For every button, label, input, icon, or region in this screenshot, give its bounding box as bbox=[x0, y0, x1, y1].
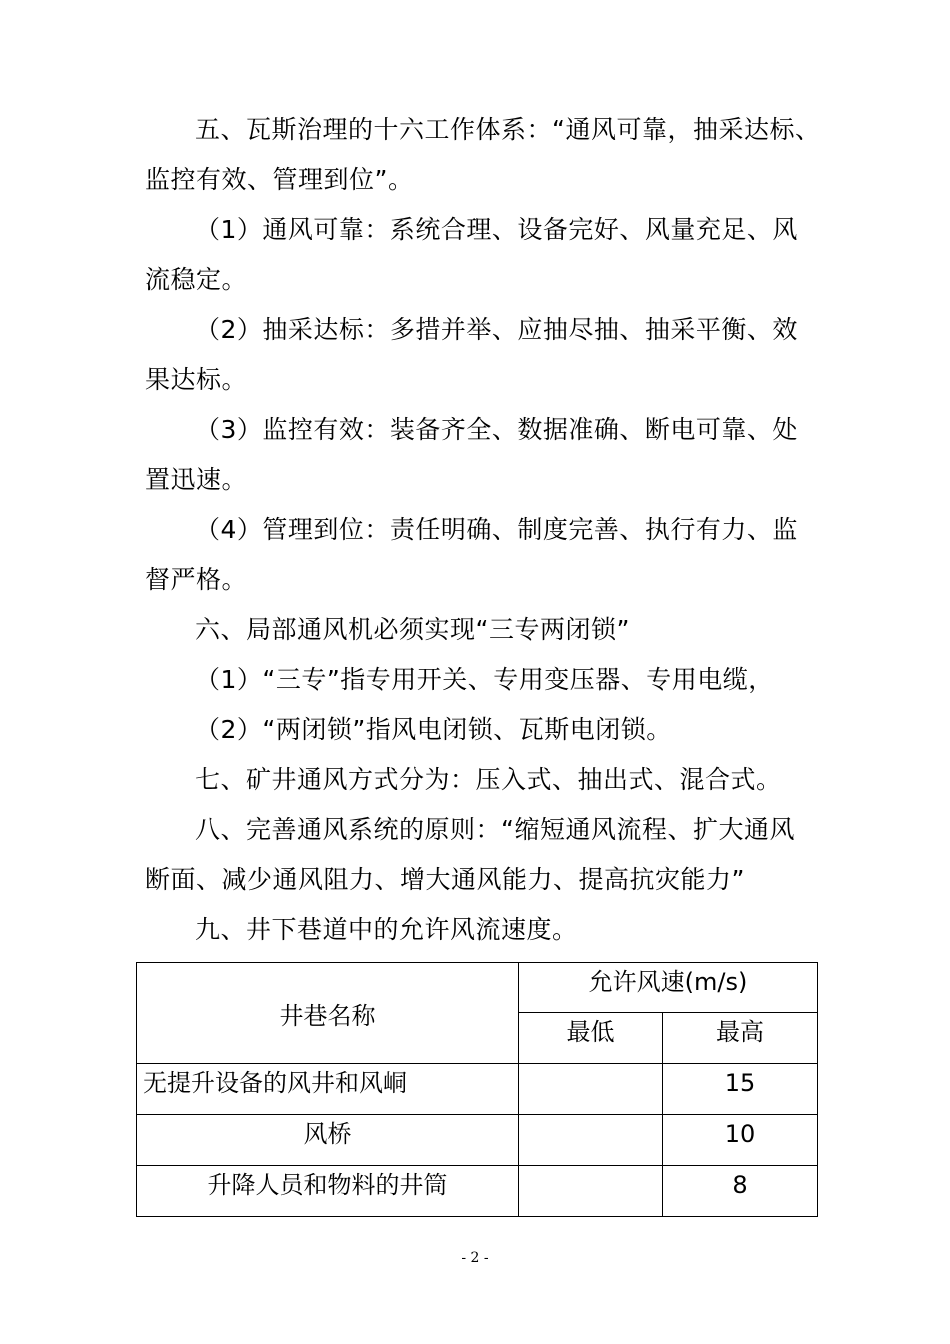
paragraph-8-line-2: 断面、减少通风阻力、增大通风能力、提高抗灾能力” bbox=[145, 865, 745, 894]
table-header-name bbox=[137, 963, 519, 1064]
table-cell-name bbox=[137, 1064, 519, 1115]
item-2-line-2: 果达标。 bbox=[145, 365, 248, 394]
item-1-line-2: 流稳定。 bbox=[145, 265, 248, 294]
table-header-speed bbox=[519, 963, 818, 1013]
item-1-line-1: （1）通风可靠：系统合理、设备完好、风量充足、风 bbox=[195, 215, 798, 244]
wind-speed-table bbox=[136, 962, 818, 1217]
item-3-line-1: （3）监控有效：装备齐全、数据准确、断电可靠、处 bbox=[195, 415, 798, 444]
table-header-min bbox=[519, 1013, 663, 1064]
table-cell-max bbox=[663, 1115, 818, 1166]
table-cell-min-text bbox=[519, 1064, 662, 1068]
table-cell-name bbox=[137, 1115, 519, 1166]
table-cell-max bbox=[663, 1064, 818, 1115]
item-3-line-2: 置迅速。 bbox=[145, 465, 248, 494]
paragraph-6: 六、局部通风机必须实现“三专两闭锁” bbox=[195, 615, 630, 644]
item-4-line-2: 督严格。 bbox=[145, 565, 248, 594]
table-header-max bbox=[663, 1013, 818, 1064]
table-cell-name bbox=[137, 1166, 519, 1217]
paragraph-8-line-1: 八、完善通风系统的原则：“缩短通风流程、扩大通风 bbox=[195, 815, 795, 844]
page-number: - 2 - bbox=[461, 1250, 489, 1266]
paragraph-5-line-1: 五、瓦斯治理的十六工作体系：“通风可靠，抽采达标、 bbox=[195, 115, 821, 144]
table-cell-max-text: 15 bbox=[724, 1069, 756, 1097]
table-cell-name-text: 风桥 bbox=[303, 1120, 352, 1148]
table-row bbox=[137, 1166, 818, 1217]
table-cell-min-text bbox=[519, 1166, 662, 1170]
paragraph-6-item-1: （1）“三专”指专用开关、专用变压器、专用电缆， bbox=[195, 665, 774, 694]
item-2-line-1: （2）抽采达标：多措并举、应抽尽抽、抽采平衡、效 bbox=[195, 315, 798, 344]
table-row bbox=[137, 1115, 818, 1166]
paragraph-6-item-2: （2）“两闭锁”指风电闭锁、瓦斯电闭锁。 bbox=[195, 715, 672, 744]
table-header-speed-text: 允许风速(m/s) bbox=[588, 968, 748, 996]
table-cell-min-text bbox=[519, 1115, 662, 1119]
table-cell-min bbox=[519, 1166, 663, 1217]
item-4-line-1: （4）管理到位：责任明确、制度完善、执行有力、监 bbox=[195, 515, 798, 544]
table-row bbox=[137, 1064, 818, 1115]
paragraph-9: 九、井下巷道中的允许风流速度。 bbox=[195, 915, 578, 944]
paragraph-7: 七、矿井通风方式分为：压入式、抽出式、混合式。 bbox=[195, 765, 782, 794]
table-cell-name-text: 无提升设备的风井和风峒 bbox=[143, 1069, 407, 1097]
table-cell-min bbox=[519, 1115, 663, 1166]
table-header-min-text: 最低 bbox=[566, 1018, 615, 1046]
table-header-name-text: 井巷名称 bbox=[279, 1001, 376, 1030]
table-cell-max bbox=[663, 1166, 818, 1217]
table-cell-name-text: 升降人员和物料的井筒 bbox=[207, 1171, 448, 1199]
table-header-max-text: 最高 bbox=[716, 1018, 764, 1046]
table-cell-min bbox=[519, 1064, 663, 1115]
paragraph-5-line-2: 监控有效、管理到位”。 bbox=[145, 165, 414, 194]
table-cell-max-text: 8 bbox=[732, 1171, 748, 1199]
table-cell-max-text: 10 bbox=[724, 1120, 756, 1148]
